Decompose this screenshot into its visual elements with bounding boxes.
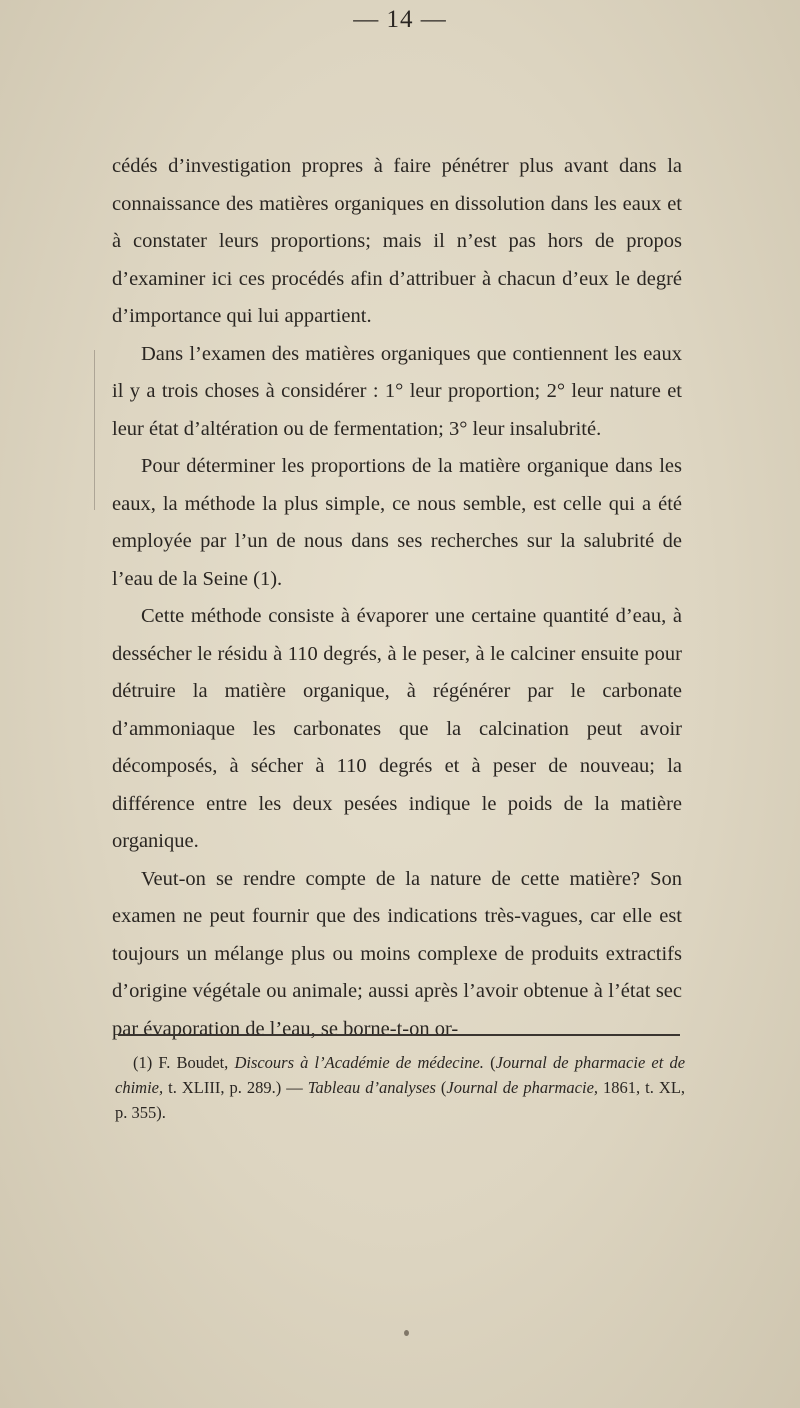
- main-text: [112, 148, 682, 1048]
- footnote-ref-1-details: t. XLIII, p. 289.) —: [168, 1078, 303, 1097]
- paragraph-1: cédés d’investigation propres à faire pénétrer plus avant dans la connaissance des matières organiques en dissolution dans les eaux et à constater leurs proportions; mais il n’est pas hors de propos d’examiner ici ces procédés afin d’attribuer à chacun d’eux le degré d’importance qui lui appartient.: [112, 155, 682, 327]
- footnote-ref-1-open: (: [490, 1053, 496, 1072]
- footnote-journal-1: Journal de pharmacie et de chimie,: [115, 1053, 686, 1097]
- paragraph-5: Veut-on se rendre compte de la nature de cette matière? Son examen ne peut fournir que des indications très-vagues, car elle est toujours un mélange plus ou moins complexe de produits extractifs d’origine végétale ou animale; aussi après l’avoir obtenue à l’état sec par évaporation de l’eau, se borne-t-on or-: [112, 867, 682, 1040]
- footnote-marker: (1): [133, 1053, 153, 1072]
- footnote-divider: [118, 1034, 680, 1036]
- paragraph-4: Cette méthode consiste à évaporer une certaine quantité d’eau, à dessécher le résidu à 110 degrés, à le peser, à le calciner ensuite pour détruire la matière organique, à régénérer par le carbonate d’ammoniaque les carbonates que la calcination peut avoir décomposés, à sécher à 110 degrés et à peser de nouveau; la différence entre les deux pesées indique le poids de la matière organique.: [112, 605, 682, 852]
- page-number-header: — 14 —: [353, 6, 447, 33]
- paragraph-3: Pour déterminer les proportions de la matière organique dans les eaux, la méthode la plus simple, ce nous semble, est celle qui a été employée par l’un de nous dans ses recherches sur la salubrité de l’eau de la Seine (1).: [112, 455, 682, 590]
- margin-pencil-mark: [94, 350, 109, 510]
- footnote-ref-2-details: 1861, t. XL, p. 355).: [115, 1078, 686, 1122]
- footnote-ref-2-open: (: [440, 1078, 447, 1097]
- footnote-journal-2: Journal de pharmacie,: [446, 1078, 599, 1097]
- paragraph-2: Dans l’examen des matières organiques que contiennent les eaux il y a trois choses à considérer : 1° leur proportion; 2° leur nature et leur état d’altération ou de fermentation; 3° leur insalubrité.: [112, 342, 682, 440]
- footnote-work-2: Tableau d’analyses: [307, 1078, 436, 1097]
- footnote-author: F. Boudet,: [158, 1053, 229, 1072]
- footnote-work-1: Discours à l’Académie de médecine.: [234, 1053, 484, 1072]
- paper-speck: [404, 1330, 409, 1336]
- footnote: [115, 1050, 685, 1125]
